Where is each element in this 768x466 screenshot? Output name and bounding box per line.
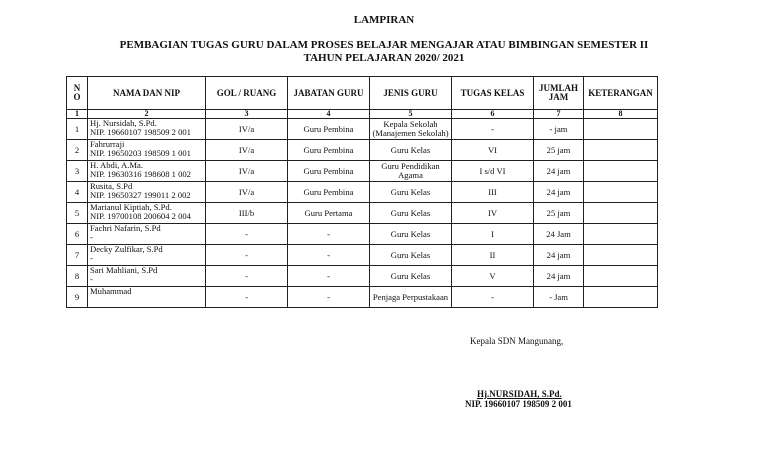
jenis-guru: Guru Kelas — [370, 203, 452, 224]
teacher-name: Sari Mahliani, S.Pd — [90, 265, 158, 275]
teacher-name-nip — [88, 161, 206, 182]
keterangan — [584, 161, 658, 182]
jenis-guru: Guru Kelas — [370, 266, 452, 287]
table-row — [67, 203, 658, 224]
jabatan-guru: - — [288, 287, 370, 308]
gol-ruang: - — [206, 287, 288, 308]
gol-ruang: - — [206, 224, 288, 245]
jumlah-jam: 24 Jam — [534, 224, 584, 245]
header-row — [67, 77, 658, 110]
tugas-kelas: I s/d VI — [452, 161, 534, 182]
tugas-kelas: V — [452, 266, 534, 287]
jumlah-jam: 24 jam — [534, 161, 584, 182]
jabatan-guru: - — [288, 245, 370, 266]
tugas-kelas: VI — [452, 140, 534, 161]
teacher-name: Fachri Nafarin, S.Pd — [90, 223, 161, 233]
row-number: 5 — [67, 203, 88, 224]
tugas-kelas: IV — [452, 203, 534, 224]
jabatan-guru: - — [288, 224, 370, 245]
teacher-name-nip — [88, 140, 206, 161]
gol-ruang: - — [206, 266, 288, 287]
keterangan — [584, 119, 658, 140]
jabatan-guru: - — [288, 266, 370, 287]
tugas-kelas: - — [452, 119, 534, 140]
row-number: 3 — [67, 161, 88, 182]
header-name: NAMA DAN NIP — [88, 77, 206, 110]
keterangan — [584, 287, 658, 308]
column-number: 1 — [67, 110, 88, 119]
teacher-name: Hj. Nursidah, S.Pd. — [90, 118, 157, 128]
jumlah-jam: 24 jam — [534, 266, 584, 287]
table-row — [67, 119, 658, 140]
tugas-kelas: III — [452, 182, 534, 203]
column-number: 8 — [584, 110, 658, 119]
teacher-nip: - — [90, 274, 93, 284]
teacher-assignment-table — [66, 76, 658, 308]
jumlah-jam: - jam — [534, 119, 584, 140]
gol-ruang: IV/a — [206, 140, 288, 161]
tugas-kelas: - — [452, 287, 534, 308]
header-tugas: TUGAS KELAS — [452, 77, 534, 110]
header-jabatan: JABATAN GURU — [288, 77, 370, 110]
table-row — [67, 182, 658, 203]
column-number: 6 — [452, 110, 534, 119]
teacher-name-nip — [88, 266, 206, 287]
jenis-guru: Guru Kelas — [370, 140, 452, 161]
column-number-row — [67, 110, 658, 119]
jabatan-guru: Guru Pembina — [288, 161, 370, 182]
gol-ruang: - — [206, 245, 288, 266]
teacher-name-nip — [88, 287, 206, 308]
signature-place: Kepala SDN Mangunang, — [470, 336, 564, 346]
row-number: 7 — [67, 245, 88, 266]
teacher-name-nip — [88, 245, 206, 266]
jenis-guru: Penjaga Perpustakaan — [370, 287, 452, 308]
gol-ruang: IV/a — [206, 182, 288, 203]
row-number: 6 — [67, 224, 88, 245]
column-number: 4 — [288, 110, 370, 119]
teacher-name-nip — [88, 224, 206, 245]
table-row — [67, 161, 658, 182]
teacher-name: Marianul Kiptiah, S.Pd. — [90, 202, 172, 212]
teacher-nip: NIP. 19650203 198509 1 001 — [90, 148, 191, 158]
row-number: 9 — [67, 287, 88, 308]
jumlah-jam: 25 jam — [534, 203, 584, 224]
column-number: 7 — [534, 110, 584, 119]
header-no: N O — [67, 77, 88, 110]
teacher-nip: NIP. 19700108 200604 2 004 — [90, 211, 191, 221]
jumlah-jam: 25 jam — [534, 140, 584, 161]
academic-year: TAHUN PELAJARAN 2020/ 2021 — [303, 52, 465, 64]
teacher-nip: NIP. 19660107 198509 2 001 — [90, 127, 191, 137]
teacher-nip: NIP. 19630316 198608 1 002 — [90, 169, 191, 179]
gol-ruang: IV/a — [206, 161, 288, 182]
row-number: 2 — [67, 140, 88, 161]
row-number: 8 — [67, 266, 88, 287]
teacher-name: H. Abdi, A.Ma. — [90, 160, 143, 170]
row-number: 1 — [67, 119, 88, 140]
document-title: LAMPIRAN — [353, 14, 415, 26]
jabatan-guru: Guru Pembina — [288, 182, 370, 203]
document-subtitle: PEMBAGIAN TUGAS GURU DALAM PROSES BELAJAR MENGAJAR ATAU BIMBINGAN SEMESTER II — [119, 39, 649, 51]
row-number: 4 — [67, 182, 88, 203]
signature-name: Hj.NURSIDAH, S.Pd. — [477, 389, 562, 399]
column-number: 3 — [206, 110, 288, 119]
keterangan — [584, 203, 658, 224]
jenis-guru: Guru Kelas — [370, 182, 452, 203]
jumlah-jam: 24 jam — [534, 182, 584, 203]
table-row — [67, 287, 658, 308]
column-number: 5 — [370, 110, 452, 119]
table-row — [67, 266, 658, 287]
jenis-guru: Guru Kelas — [370, 224, 452, 245]
keterangan — [584, 224, 658, 245]
jabatan-guru: Guru Pembina — [288, 140, 370, 161]
jenis-guru: Guru Kelas — [370, 245, 452, 266]
header-jenis: JENIS GURU — [370, 77, 452, 110]
header-jam: JUMLAH JAM — [534, 77, 584, 110]
teacher-name: Muhammad — [90, 286, 132, 296]
jumlah-jam: 24 jam — [534, 245, 584, 266]
teacher-nip: NIP. 19650327 199011 2 002 — [90, 190, 191, 200]
keterangan — [584, 140, 658, 161]
gol-ruang: IV/a — [206, 119, 288, 140]
tugas-kelas: II — [452, 245, 534, 266]
jabatan-guru: Guru Pembina — [288, 119, 370, 140]
keterangan — [584, 182, 658, 203]
header-ket: KETERANGAN — [584, 77, 658, 110]
teacher-name: Decky Zulfikar, S.Pd — [90, 244, 163, 254]
jenis-guru: Guru Pendidikan Agama — [370, 161, 452, 182]
column-number: 2 — [88, 110, 206, 119]
teacher-name-nip — [88, 182, 206, 203]
table-row — [67, 245, 658, 266]
teacher-name: Fahrurraji — [90, 139, 125, 149]
keterangan — [584, 245, 658, 266]
tugas-kelas: I — [452, 224, 534, 245]
teacher-name-nip — [88, 119, 206, 140]
jabatan-guru: Guru Pertama — [288, 203, 370, 224]
teacher-nip: - — [90, 253, 93, 263]
signature-nip: NIP. 19660107 198509 2 001 — [465, 399, 572, 409]
teacher-nip: - — [90, 232, 93, 242]
table-row — [67, 140, 658, 161]
gol-ruang: III/b — [206, 203, 288, 224]
teacher-name: Rusita, S.Pd — [90, 181, 133, 191]
jumlah-jam: - Jam — [534, 287, 584, 308]
table-row — [67, 224, 658, 245]
keterangan — [584, 266, 658, 287]
teacher-name-nip — [88, 203, 206, 224]
jenis-guru: Kepala Sekolah (Manajemen Sekolah) — [370, 119, 452, 140]
header-gol: GOL / RUANG — [206, 77, 288, 110]
